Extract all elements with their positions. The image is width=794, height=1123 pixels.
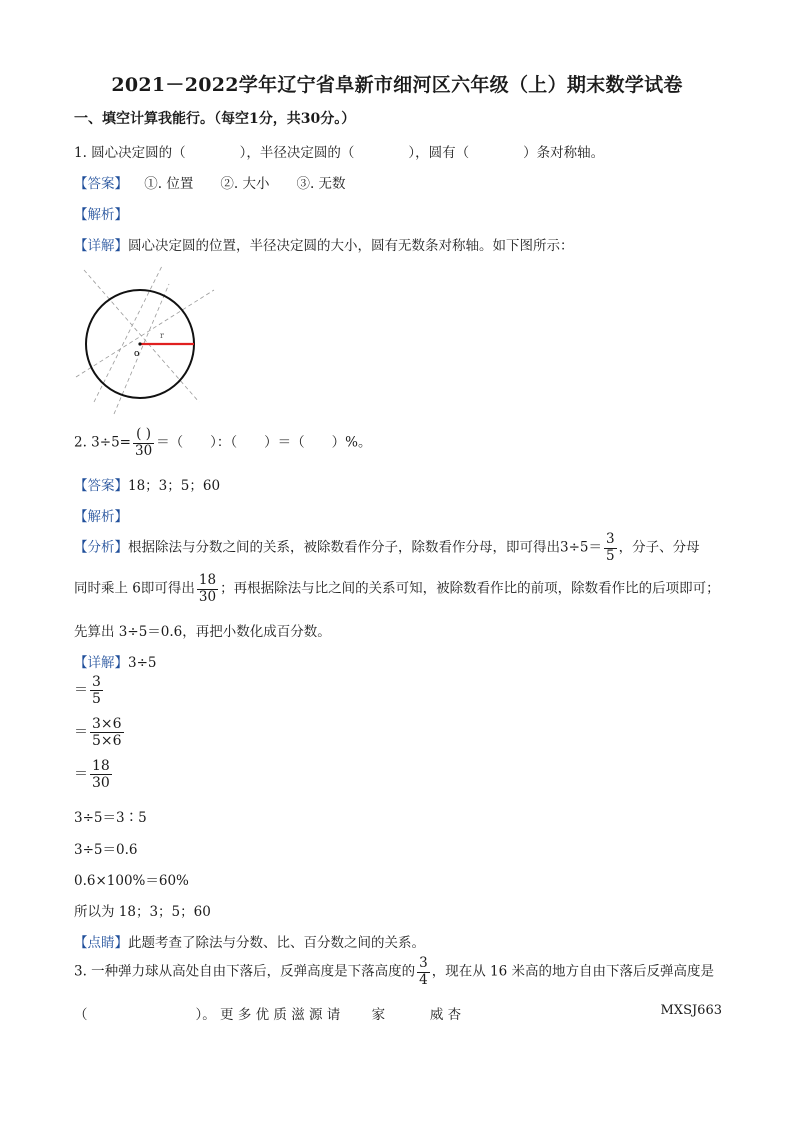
q2-answer-line <box>74 474 220 494</box>
dianjing-tag: 【点睛】 <box>74 935 128 951</box>
step-fraction <box>90 674 103 707</box>
inline-fraction <box>604 532 617 564</box>
fraction-numerator: 3 <box>92 674 101 690</box>
q1-detail: 圆心决定圆的位置，半径决定圆的大小，圆有无数条对称轴。如下图所示： <box>128 238 574 254</box>
percent-line: 0.6×100%＝60% <box>74 873 189 889</box>
conclusion-line: 所以为 18；3；5；60 <box>74 904 211 920</box>
analysis-tag: 【解析】 <box>74 207 128 223</box>
fraction-numerator: ( ) <box>136 426 151 442</box>
q2-analysis-line-1 <box>74 532 700 564</box>
fraction-denominator: 5×6 <box>92 733 122 750</box>
q3-text: 3. 一种弹力球从高处自由下落后，反弹高度是下落高度的 <box>74 963 416 980</box>
dianjing-text: 此题考查了除法与分数、比、百分数之间的关系。 <box>128 935 425 951</box>
step-fraction <box>90 716 124 749</box>
fenxi-tag: 【分析】 <box>74 539 128 556</box>
fraction-denominator: 30 <box>198 588 217 605</box>
equals-sign: ＝ <box>74 682 88 699</box>
question-3 <box>74 956 714 988</box>
decimal-line: 3÷5＝0.6 <box>74 842 138 858</box>
fraction-denominator: 4 <box>419 971 428 988</box>
page-title: 2021－2022学年辽宁省阜新市细河区六年级（上）期末数学试卷 <box>111 74 683 96</box>
q2-answer: 18；3；5；60 <box>128 478 221 494</box>
q1-detail-line <box>74 234 574 254</box>
q2-detail-line <box>74 651 157 671</box>
inline-fraction <box>417 956 430 988</box>
step-fraction <box>90 758 112 791</box>
equals-sign: ＝ <box>74 724 88 741</box>
equals-sign: ＝ <box>74 766 88 783</box>
detail-tag: 【详解】 <box>74 238 128 254</box>
answer-tag: 【答案】 <box>74 176 128 192</box>
q2-prefix: 2. 3÷5= <box>74 434 131 451</box>
q2-dianjing-line <box>74 931 425 951</box>
q2-analysis-line-3: 先算出 3÷5＝0.6，再把小数化成百分数。 <box>74 624 331 640</box>
fraction-numerator: 18 <box>198 572 217 588</box>
watermark-code: MXSJ663 <box>660 1003 722 1018</box>
analysis-text: 根据除法与分数之间的关系，被除数看作分子，除数看作分母，即可得出3÷5＝ <box>128 539 602 556</box>
analysis-text: ；再根据除法与比之间的关系可知，被除数看作比的前项，除数看作比的后项即可； <box>220 580 720 597</box>
q3-text: ，现在从 16 米高的地方自由下落后反弹高度是 <box>431 963 715 980</box>
question-2 <box>74 427 372 459</box>
analysis-tag: 【解析】 <box>74 509 128 525</box>
fraction-denominator: 30 <box>92 775 110 792</box>
fraction-numerator: 18 <box>92 758 110 774</box>
step-3 <box>74 758 114 791</box>
center-point <box>138 342 141 345</box>
question-1: 1. 圆心决定圆的（ ），半径决定圆的（ ），圆有（ ）条对称轴。 <box>74 145 605 161</box>
fraction-denominator: 30 <box>134 442 153 459</box>
answer-tag: 【答案】 <box>74 478 128 494</box>
inline-fraction <box>197 573 218 605</box>
q2-analysis-line-2 <box>74 573 720 605</box>
analysis-text: 同时乘上 6即可得出 <box>74 580 195 597</box>
analysis-text: ，分子、分母 <box>618 539 700 556</box>
step-2 <box>74 716 126 749</box>
fraction-numerator: 3×6 <box>92 716 122 732</box>
detail-expression: 3÷5 <box>128 655 157 671</box>
fraction-numerator: 3 <box>419 955 428 971</box>
fraction-denominator: 5 <box>92 691 101 708</box>
q2-suffix: ＝（ ）：（ ）＝（ ）%。 <box>156 434 372 451</box>
detail-tag: 【详解】 <box>74 655 128 671</box>
q1-answer: ①. 位置 ②. 大小 ③. 无数 <box>144 176 346 192</box>
radius-label: r <box>160 331 164 340</box>
q1-answer-line <box>74 172 346 192</box>
fraction-numerator: 3 <box>606 531 615 547</box>
circle-symmetry-diagram <box>74 262 224 422</box>
fraction-denominator: 5 <box>606 547 615 564</box>
section-heading: 一、填空计算我能行。（每空1分，共30分。） <box>74 111 356 127</box>
center-label: o <box>134 349 140 359</box>
ratio-line: 3÷5＝3∶5 <box>74 810 147 826</box>
q3-line-2: （ ）。 更 多 优 质 滋 源 请 家 威 杏 <box>74 1007 462 1023</box>
step-1 <box>74 674 105 707</box>
q2-fraction <box>133 427 154 459</box>
